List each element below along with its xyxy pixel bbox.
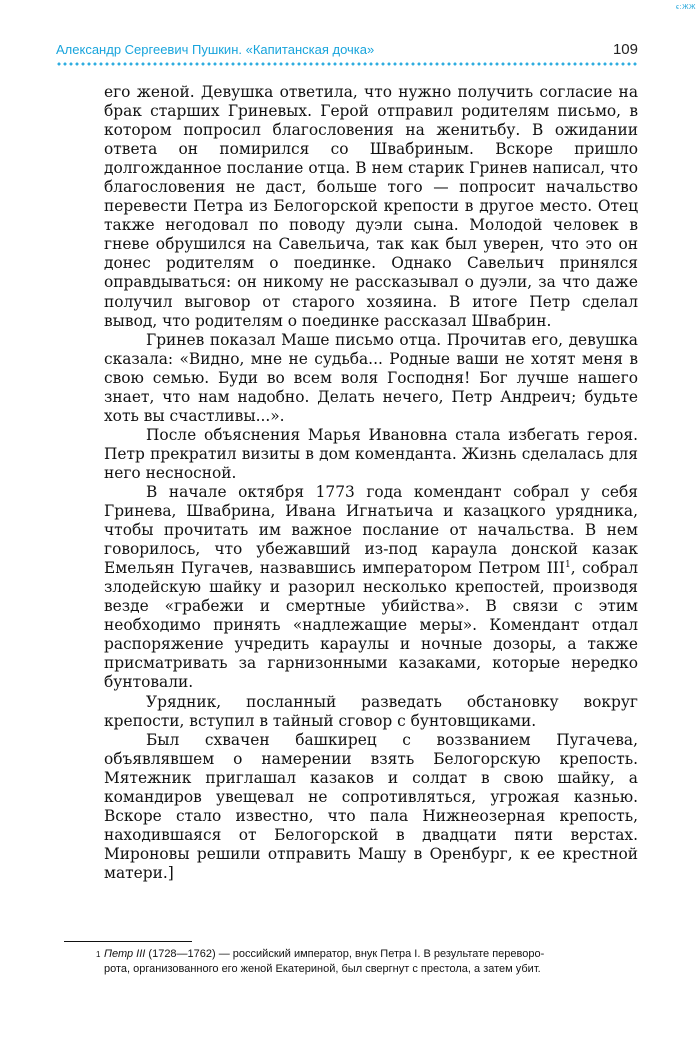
decorative-ornament-divider [56, 61, 638, 67]
paragraph-5: Урядник, посланный разведать обстановку вокруг крепости, вступил в тайный сговор с бунтовщиками. [104, 692, 638, 730]
paragraph-3: После объяснения Марья Ивановна стала избегать героя. Петр прекратил визиты в дом коменданта. Жизнь сделалась для него несносной. [104, 425, 638, 482]
paragraph-2: Гринев показал Маше письмо отца. Прочитав его, девушка сказала: «Видно, мне не судьба... Родные ваши не хотят меня в свою семью. Буди во всем воля Господня! Бог лучше нашего знает, что нам надобно. Делать нечего, Петр Андреич; будьте хоть вы счастливы...». [104, 330, 638, 425]
paragraph-4 [104, 483, 638, 693]
body-text [104, 83, 638, 883]
page-number: 109 [612, 41, 638, 58]
paragraph-1: его женой. Девушка ответила, что нужно получить согласие на брак старших Гриневых. Герой отправил родителям письмо, в котором попросил благословения на женитьбу. В ожидании ответа он помирился со Швабриным. Вскоре пришло долгожданное послание отца. В нем старик Гринев написал, что благословения не даст, больше того — попросит начальство перевести Петра из Белогорской крепости в другое место. Отец также негодовал по поводу дуэли сына. Молодой человек в гневе обрушился на Савельича, так как был уверен, что это он донес родителям о поединке. Однако Савельич принялся оправдываться: он никому не рассказывал о дуэли, за что даже получил выговор от старого хозяина. В итоге Петр сделал вывод, что родителям о поединке рассказал Швабрин. [104, 83, 638, 330]
footnote-line-2: рота, организованного его женой Екатериной, был свергнут с престола, а затем убит. [104, 963, 541, 975]
footnote-marker: 1 [96, 950, 101, 959]
footnote [96, 947, 656, 977]
footnote-reference[interactable]: 1 [564, 560, 571, 571]
footnote-text-1: (1728—1762) — российский император, внук Петра I. В результате переворо- [145, 948, 545, 960]
footnote-line-1 [96, 947, 656, 962]
paragraph-6: Был схвачен башкирец с воззванием Пугачева, объявлявшем о намерении взять Белогорскую крепость. Мятежник приглашал казаков и солдат в свою шайку, а командиров увещевал не сопротивляться, угрожая казнью. Вскоре стало известно, что пала Нижнеозерная крепость, находившаяся от Белогорской в двадцати пяти верстах. Мироновы решили отправить Машу в Оренбург, к ее крестной матери.] [104, 730, 638, 882]
footnote-name: Петр III [104, 948, 146, 960]
corner-mark: ϵ:ЖЖ [676, 4, 696, 11]
running-head [56, 42, 638, 78]
running-head-title: Александр Сергеевич Пушкин. «Капитанская дочка» [56, 42, 375, 57]
paragraph-4-part-2: , собрал злодейскую шайку и разорил несколько крепостей, производя везде «грабежи и смертные убийства». В связи с этим необходимо принять «надлежащие меры». Комендант отдал распоряжение учредить караулы и ночные дозоры, а также присматривать за гарнизонными казаками, которые нередко бунтовали. [104, 559, 638, 692]
footnote-divider [64, 941, 192, 942]
paragraph-4-part-1: В начале октября 1773 года комендант собрал у себя Гринева, Швабрина, Ивана Игнатьича и казацкого урядника, чтобы прочитать им важное послание от начальства. В нем говорилось, что убежавший из-под караула донской казак Емельян Пугачев, назвавшись императором Петром III [104, 482, 638, 578]
